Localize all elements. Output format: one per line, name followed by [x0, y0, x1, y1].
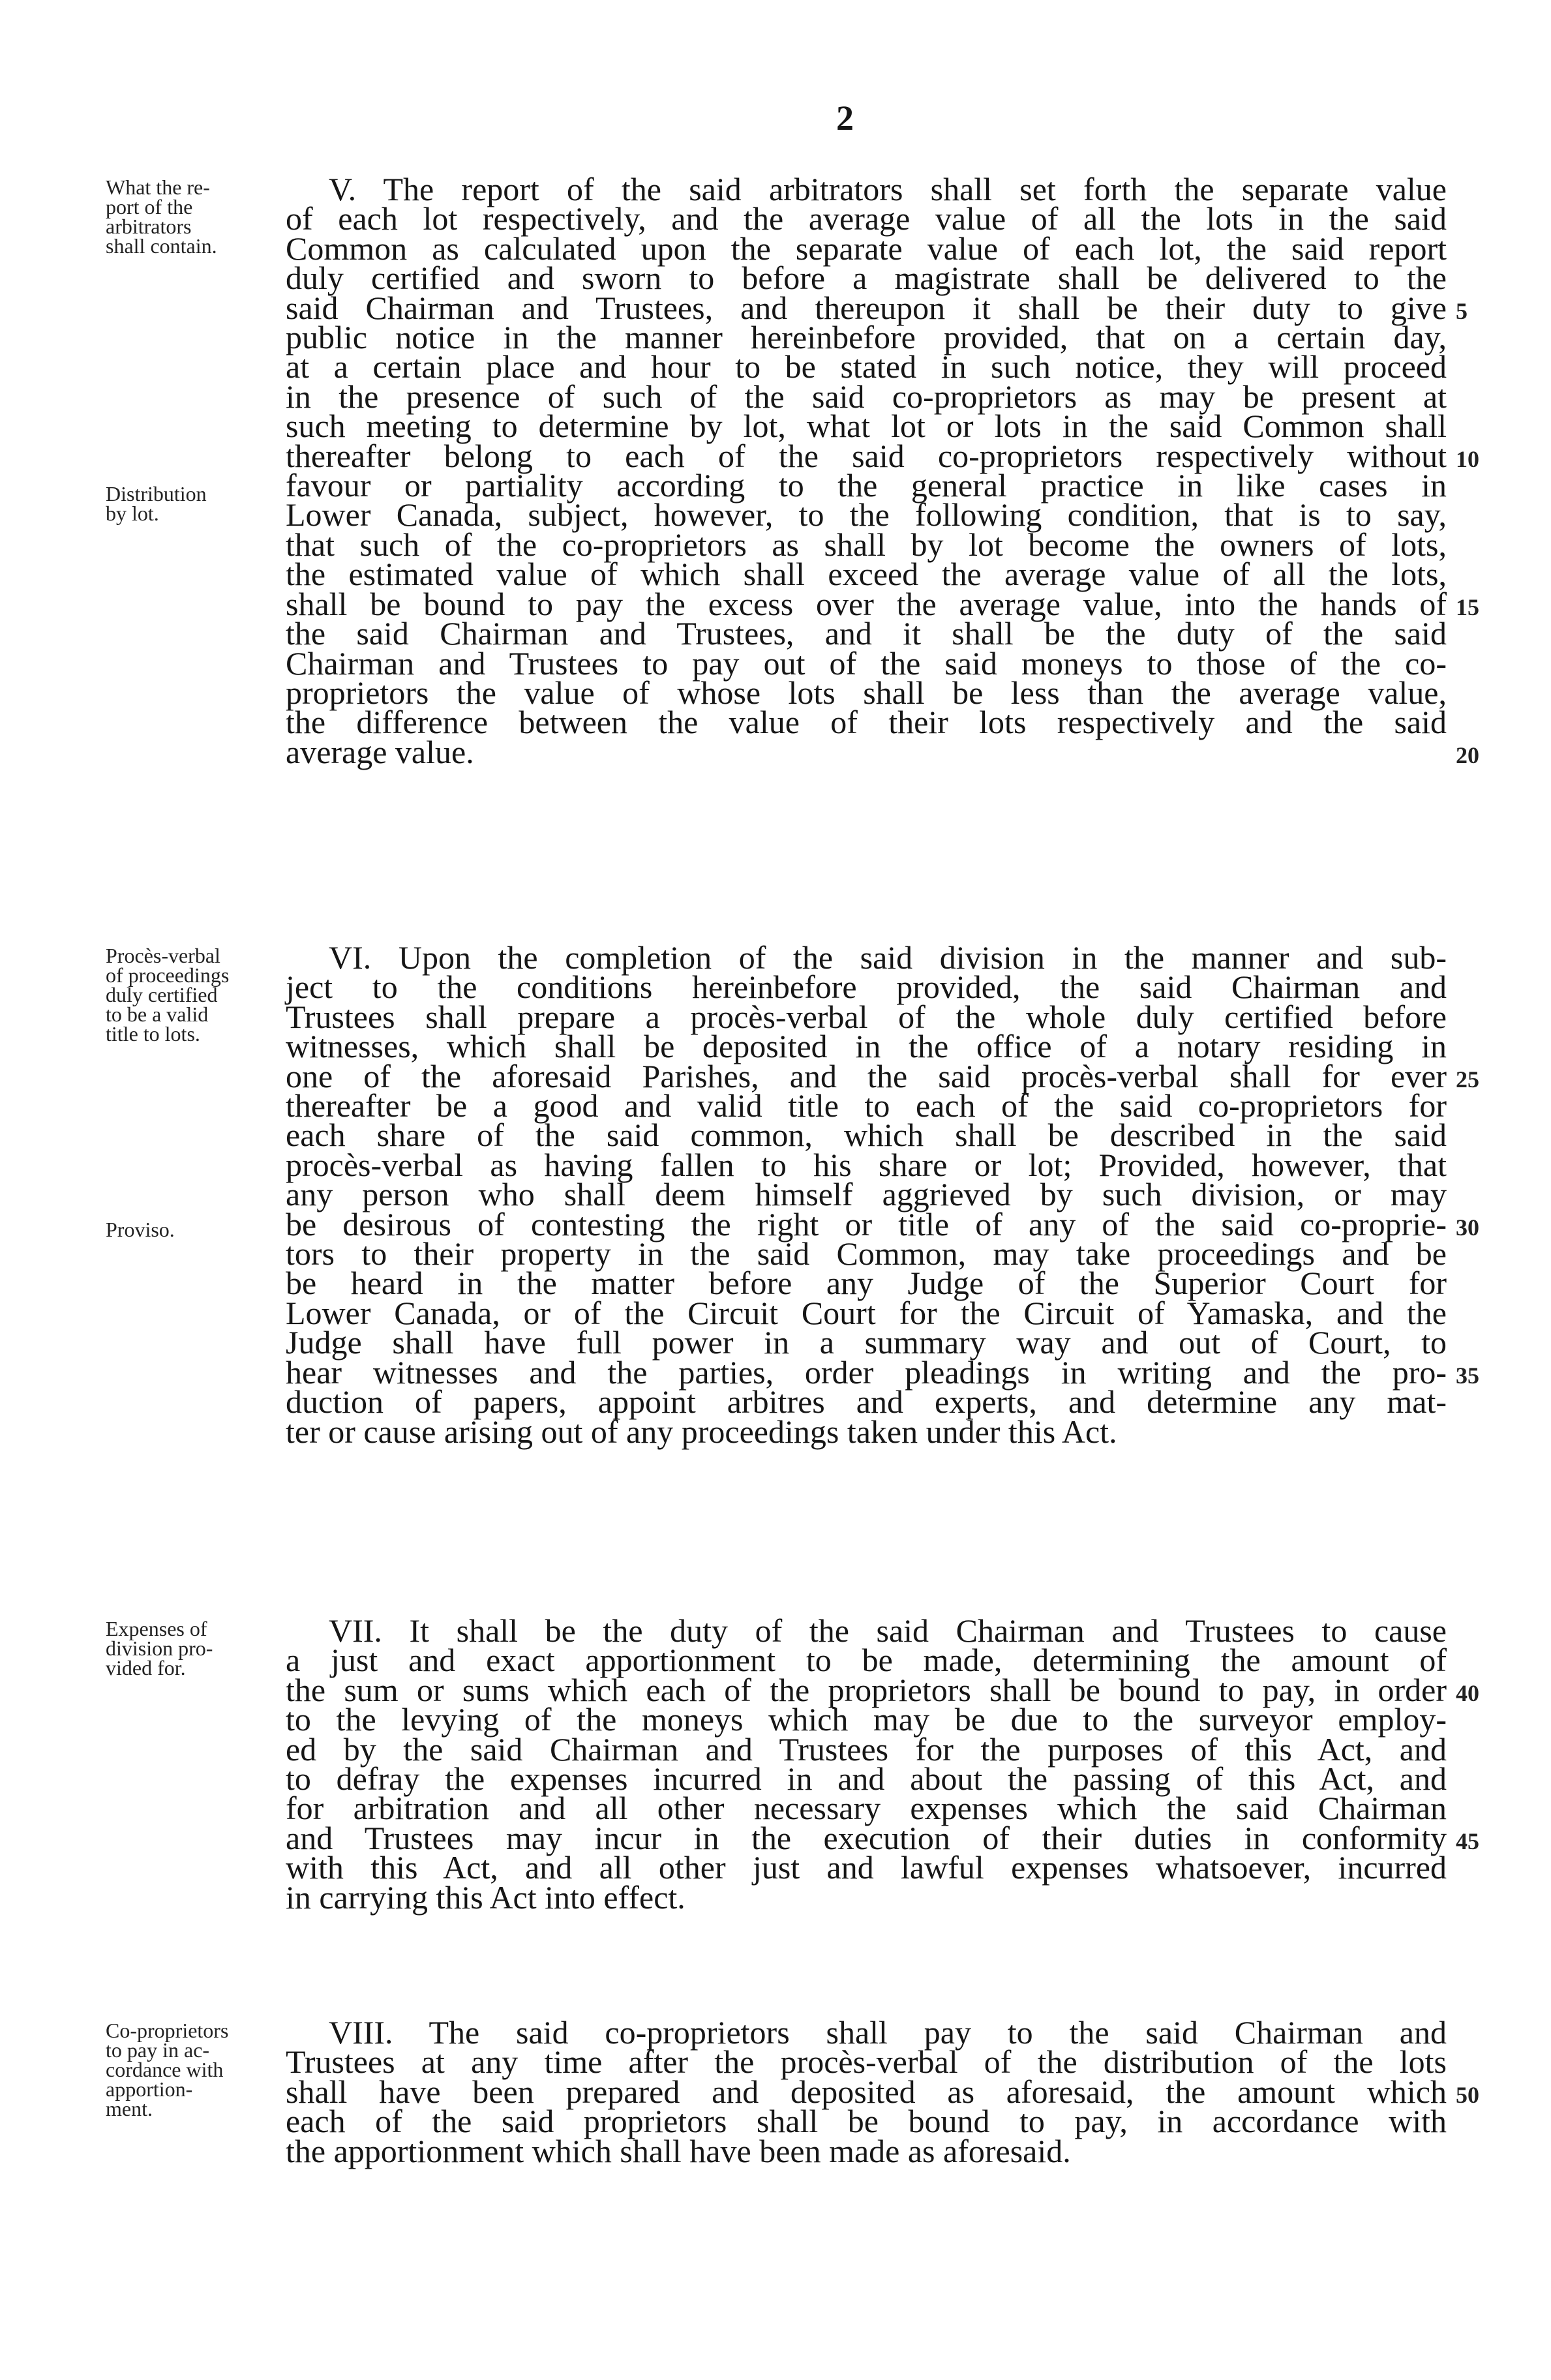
- text-line: of each lot respectively, and the average value of all the lots in the said: [286, 200, 1447, 237]
- text-line: VI. Upon the completion of the said division in the manner and sub-: [329, 939, 1447, 976]
- text-line: thereafter be a good and valid title to each of the said co-proprietors for: [286, 1087, 1447, 1124]
- text-line: ject to the conditions hereinbefore provided, the said Chairman and: [286, 969, 1447, 1006]
- section-text: [286, 939, 1447, 1450]
- text-line: Lower Canada, or of the Circuit Court for the Circuit of Yamaska, and the: [286, 1294, 1447, 1331]
- text-line: to defray the expenses incurred in and about the passing of this Act, and: [286, 1760, 1447, 1798]
- page-number: 2: [836, 98, 854, 138]
- margin-note: [106, 177, 275, 256]
- text-line: procès-verbal as having fallen to his share or lot; Provided, however, that: [286, 1146, 1447, 1183]
- margin-note-line: to pay in ac-: [106, 2038, 210, 2062]
- line-number: 5: [1456, 297, 1468, 324]
- text-line: tors to their property in the said Common, may take proceedings and be: [286, 1235, 1447, 1273]
- text-line: said Chairman and Trustees, and thereupon it shall be their duty to give: [286, 289, 1447, 326]
- text-line: Chairman and Trustees to pay out of the said moneys to those of the co-: [286, 644, 1447, 682]
- text-line: thereafter belong to each of the said co-proprietors respectively without: [286, 437, 1447, 474]
- text-line: shall be bound to pay the excess over the average value, into the hands of: [286, 585, 1447, 622]
- text-line: Common as calculated upon the separate value of each lot, the said report: [286, 230, 1447, 267]
- text-line: public notice in the manner hereinbefore provided, that on a certain day,: [286, 319, 1447, 356]
- line-number: 40: [1456, 1680, 1479, 1706]
- text-line: at a certain place and hour to be stated in such notice, they will proceed: [286, 348, 1447, 385]
- text-line: each of the said proprietors shall be bound to pay, in accordance with: [286, 2103, 1447, 2140]
- text-line: shall have been prepared and deposited as aforesaid, the amount which: [286, 2073, 1447, 2110]
- text-line: the apportionment which shall have been made as aforesaid.: [286, 2132, 1071, 2169]
- margin-note-line: arbitrators: [106, 215, 192, 238]
- text-line: duction of papers, appoint arbitres and experts, and determine any mat-: [286, 1383, 1447, 1421]
- margin-note-line: apportion-: [106, 2077, 193, 2101]
- section-text: [286, 171, 1447, 770]
- text-line: VII. It shall be the duty of the said Chairman and Trustees to cause: [329, 1612, 1447, 1649]
- margin-note-line: Procès-verbal: [106, 944, 220, 967]
- text-line: with this Act, and all other just and lawful expenses whatsoever, incurred: [286, 1849, 1447, 1886]
- margin-note-line: to be a valid: [106, 1002, 209, 1026]
- section-text: [286, 2014, 1447, 2169]
- margin-note: [106, 1220, 275, 1239]
- margin-note-line: What the re-: [106, 175, 210, 199]
- text-line: in the presence of such of the said co-proprietors as may be present at: [286, 378, 1447, 415]
- margin-note-line: shall contain.: [106, 234, 217, 258]
- margin-note-line: ment.: [106, 2097, 153, 2120]
- margin-note-line: of proceedings: [106, 963, 230, 987]
- margin-note-line: Proviso.: [106, 1218, 175, 1241]
- margin-note: [106, 1619, 275, 1678]
- text-line: and Trustees may incur in the execution of their duties in conformity: [286, 1819, 1447, 1856]
- text-line: VIII. The said co-proprietors shall pay to the said Chairman and: [329, 2014, 1447, 2051]
- line-number: 15: [1456, 594, 1479, 620]
- text-line: favour or partiality according to the general practice in like cases in: [286, 467, 1447, 504]
- line-number: 25: [1456, 1066, 1479, 1092]
- text-line: be desirous of contesting the right or title of any of the said co-proprie-: [286, 1205, 1447, 1243]
- text-line: each share of the said common, which shall be described in the said: [286, 1117, 1447, 1154]
- text-line: for arbitration and all other necessary expenses which the said Chairman: [286, 1790, 1447, 1827]
- text-line: hear witnesses and the parties, order pleadings in writing and the pro-: [286, 1353, 1447, 1391]
- margin-note-line: Co-proprietors: [106, 2019, 229, 2042]
- text-line: V. The report of the said arbitrators shall set forth the separate value: [329, 171, 1447, 207]
- text-line: Trustees shall prepare a procès-verbal of the whole duly certified before: [286, 998, 1447, 1035]
- text-line: proprietors the value of whose lots shall be less than the average value,: [286, 674, 1447, 711]
- text-line: Trustees at any time after the procès-verbal of the distribution of the lots: [286, 2043, 1447, 2081]
- text-line: any person who shall deem himself aggrieved by such division, or may: [286, 1176, 1447, 1213]
- margin-note-line: division pro-: [106, 1636, 213, 1660]
- margin-note-line: Expenses of: [106, 1617, 207, 1640]
- text-line: the said Chairman and Trustees, and it shall be the duty of the said: [286, 615, 1447, 652]
- text-line: witnesses, which shall be deposited in the office of a notary residing in: [286, 1028, 1447, 1065]
- text-line: Judge shall have full power in a summary way and out of Court, to: [286, 1324, 1447, 1361]
- margin-note: [106, 484, 275, 523]
- text-line: Lower Canada, subject, however, to the following condition, that is to say,: [286, 496, 1447, 534]
- text-line: in carrying this Act into effect.: [286, 1878, 685, 1916]
- text-line: duly certified and sworn to before a magistrate shall be delivered to the: [286, 260, 1447, 297]
- line-number: 35: [1456, 1362, 1479, 1389]
- text-line: be heard in the matter before any Judge of the Superior Court for: [286, 1265, 1447, 1302]
- text-line: such meeting to determine by lot, what lot or lots in the said Common shall: [286, 408, 1447, 445]
- text-line: a just and exact apportionment to be made, determining the amount of: [286, 1642, 1447, 1679]
- text-line: the sum or sums which each of the proprietors shall be bound to pay, in order: [286, 1671, 1447, 1708]
- margin-note: [106, 2021, 275, 2118]
- margin-note-line: by lot.: [106, 502, 159, 525]
- line-number: 20: [1456, 742, 1479, 768]
- margin-note: [106, 946, 275, 1044]
- line-number: 30: [1456, 1214, 1479, 1241]
- text-line: the difference between the value of their lots respectively and the said: [286, 704, 1447, 741]
- text-line: one of the aforesaid Parishes, and the said procès-verbal shall for ever: [286, 1057, 1447, 1094]
- margin-note-line: port of the: [106, 195, 193, 218]
- margin-note-line: title to lots.: [106, 1022, 200, 1046]
- margin-note-line: cordance with: [106, 2058, 224, 2081]
- margin-note-line: vided for.: [106, 1656, 186, 1680]
- line-number: 50: [1456, 2081, 1479, 2108]
- margin-note-line: duly certified: [106, 983, 218, 1006]
- text-line: that such of the co-proprietors as shall by lot become the owners of lots,: [286, 526, 1447, 563]
- section-text: [286, 1612, 1447, 1916]
- text-line: to the levying of the moneys which may be due to the surveyor employ-: [286, 1701, 1447, 1738]
- margin-note-line: Distribution: [106, 482, 207, 505]
- line-number: 45: [1456, 1828, 1479, 1854]
- line-number: 10: [1456, 445, 1479, 472]
- text-line: the estimated value of which shall exceed the average value of all the lots,: [286, 556, 1447, 593]
- text-line: ed by the said Chairman and Trustees for the purposes of this Act, and: [286, 1730, 1447, 1768]
- text-line: ter or cause arising out of any proceedings taken under this Act.: [286, 1413, 1117, 1450]
- text-line: average value.: [286, 733, 474, 770]
